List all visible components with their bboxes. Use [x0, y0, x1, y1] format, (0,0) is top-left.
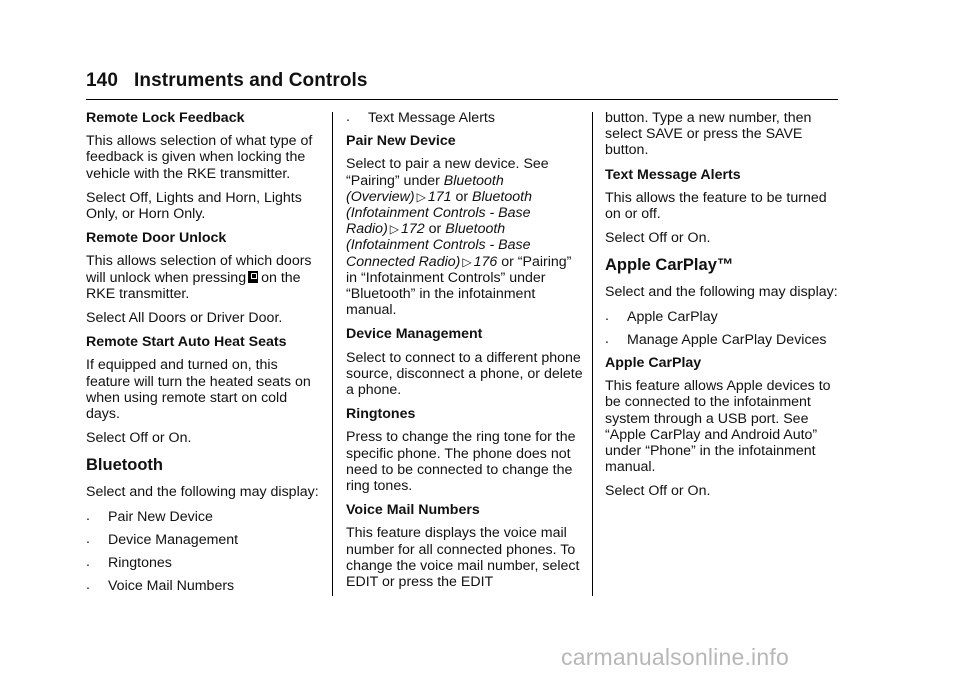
bullet-dot: .	[86, 530, 90, 547]
voice-mail-text: This feature displays the voice mail number for all connected phones. To change the voice mail number, select EDIT or press the EDIT	[346, 525, 580, 591]
pair-new-device-text	[346, 156, 584, 318]
apple-carplay-heading: Apple CarPlay	[605, 355, 702, 372]
remote-door-text	[86, 253, 324, 302]
header-rule	[86, 99, 838, 100]
apple-carplay-options: Select Off or On.	[605, 483, 711, 500]
list-item	[605, 309, 843, 325]
xref-bluetooth-base-radio[interactable]: Bluetooth (Infotainment Controls - Base Radio)	[346, 188, 532, 238]
bullet-dot: .	[346, 109, 350, 125]
text-alerts-heading: Text Message Alerts	[605, 166, 741, 183]
remote-door-text-b: on the RKE transmitter.	[86, 269, 301, 302]
bullet-dot: .	[86, 507, 90, 524]
remote-door-options: Select All Doors or Driver Door.	[86, 310, 283, 327]
voice-mail-heading: Voice Mail Numbers	[346, 502, 480, 519]
pair-text-or: or	[501, 253, 514, 270]
bullet-text: Manage Apple CarPlay Devices	[627, 331, 827, 348]
device-management-heading: Device Management	[346, 326, 483, 343]
apple-carplay-text: This feature allows Apple devices to be connected to the infotainment system through a USB port. See “Apple CarPlay and Android Auto” under “Phone” in the infotainment manual.	[605, 378, 831, 476]
bullet-text: Text Message Alerts	[368, 110, 495, 126]
column-1	[86, 110, 324, 601]
page-header	[86, 70, 368, 92]
bullet-text: Voice Mail Numbers	[108, 578, 235, 595]
page-number: 140	[86, 70, 119, 91]
bullet-text: Pair New Device	[108, 508, 213, 525]
device-management-text: Select to connect to a different phone source, disconnect a phone, or delete a phone.	[346, 349, 583, 399]
voice-mail-text-continued: button. Type a new number, then select SAVE or press the SAVE button.	[605, 110, 812, 159]
page-ref-176[interactable]: 176	[473, 253, 498, 270]
remote-door-text-a: This allows selection of which doors will unlock when pressing	[86, 253, 312, 286]
list-item	[605, 332, 843, 348]
page-ref-arrow-icon: ▷	[416, 189, 426, 204]
pair-text-see: Select to pair a new device. See	[346, 156, 549, 173]
apple-carplay-intro: Select and the following may display:	[605, 284, 838, 301]
pair-text-pairing: “Pairing” under	[346, 172, 440, 189]
unlock-key-icon	[248, 271, 258, 283]
page-ref-172[interactable]: 172	[401, 221, 425, 238]
remote-start-heading: Remote Start Auto Heat Seats	[86, 334, 287, 351]
column-2	[346, 110, 584, 598]
column-divider-1	[332, 112, 333, 596]
page-ref-arrow-icon: ▷	[462, 254, 472, 269]
list-item	[86, 532, 324, 548]
bullet-text: Apple CarPlay	[627, 308, 718, 325]
bullet-text: Ringtones	[108, 555, 172, 572]
xref-bluetooth-connected-radio[interactable]: Bluetooth (Infotainment Controls - Base Connected Radio)	[346, 221, 531, 270]
pair-text-or: or	[428, 221, 442, 238]
page-ref-171[interactable]: 171	[427, 188, 452, 205]
remote-door-heading: Remote Door Unlock	[86, 230, 227, 247]
xref-bluetooth-overview[interactable]: Bluetooth (Overview)	[346, 172, 504, 205]
list-item	[86, 578, 324, 594]
pair-new-device-heading: Pair New Device	[346, 133, 456, 150]
bullet-text: Device Management	[108, 531, 239, 548]
bluetooth-intro: Select and the following may display:	[86, 484, 319, 501]
page-title: Instruments and Controls	[134, 70, 368, 91]
list-item	[86, 509, 324, 525]
bullet-dot: .	[86, 577, 90, 594]
ringtones-text: Press to change the ring tone for the specific phone. The phone does not need to be connected to change the ring tones.	[346, 429, 576, 495]
watermark: carmanualsonline.info	[561, 644, 789, 670]
ringtones-heading: Ringtones	[346, 406, 416, 423]
remote-start-options: Select Off or On.	[86, 430, 192, 447]
column-3	[605, 110, 843, 508]
bullet-dot: .	[86, 554, 90, 571]
remote-lock-heading: Remote Lock Feedback	[86, 110, 245, 126]
pair-text-end: “Pairing” in “Infotainment Controls” under “Bluetooth” in the infotainment manual.	[346, 253, 572, 319]
pair-text-or: or	[455, 188, 469, 205]
bullet-dot: .	[605, 330, 609, 347]
remote-lock-text: This allows selection of what type of feedback is given when locking the vehicle with the RKE transmitter.	[86, 133, 313, 182]
list-item	[86, 555, 324, 571]
remote-start-text: If equipped and turned on, this feature will turn the heated seats on when using remote start on cold days.	[86, 357, 311, 423]
bullet-dot: .	[605, 307, 609, 324]
text-alerts-text: This allows the feature to be turned on or off.	[605, 189, 827, 223]
list-item	[346, 110, 584, 126]
bluetooth-heading: Bluetooth	[86, 456, 163, 475]
remote-lock-options: Select Off, Lights and Horn, Lights Only, or Horn Only.	[86, 189, 302, 223]
page-ref-arrow-icon: ▷	[389, 222, 400, 237]
apple-carplay-section-heading: Apple CarPlay™	[605, 256, 734, 275]
text-alerts-options: Select Off or On.	[605, 230, 711, 247]
column-divider-2	[592, 112, 593, 596]
